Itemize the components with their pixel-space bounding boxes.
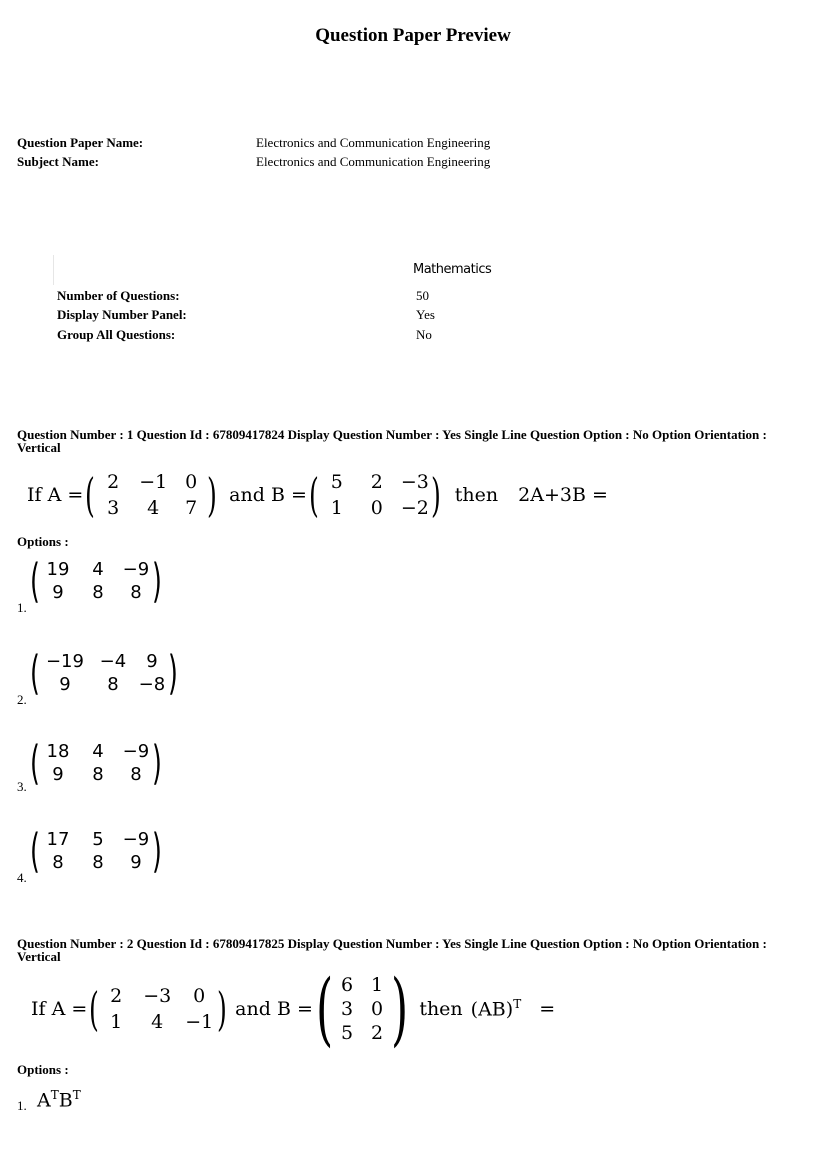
group-all-label: Group All Questions: bbox=[57, 327, 176, 342]
paper-name-value: Electronics and Communication Engineering bbox=[256, 135, 491, 150]
section-name: Mathematics bbox=[413, 262, 492, 277]
q1-then: then bbox=[454, 484, 499, 506]
page-title: Question Paper Preview bbox=[315, 25, 511, 46]
q2-option-1-expression[interactable]: $A^TB^T$ bbox=[37, 1088, 81, 1112]
q2-matrix-b: ( 6 1 3 0 5 2 ) bbox=[315, 962, 409, 1055]
q1-matrix-a: ( 2 −1 0 3 4 7 ) bbox=[85, 468, 218, 522]
q2-if-a: If A = bbox=[31, 998, 88, 1020]
q2-and-b: and B = bbox=[235, 998, 313, 1020]
num-questions-value: 50 bbox=[416, 288, 429, 303]
display-panel-label: Display Number Panel: bbox=[57, 307, 187, 322]
q1-option-3-number: 3. bbox=[17, 779, 27, 794]
q1-if-a: If A = bbox=[27, 484, 84, 506]
q2-matrix-a: ( 2 −3 0 1 4 −1 ) bbox=[89, 982, 228, 1036]
q2-expression: (AB)$^T$ bbox=[470, 997, 522, 1021]
q2-equals: = bbox=[539, 998, 556, 1020]
q1-options-label: Options : bbox=[17, 534, 69, 549]
section-divider bbox=[53, 255, 54, 285]
subject-name-value: Electronics and Communication Engineering bbox=[256, 154, 491, 169]
q1-option-3-matrix[interactable]: ( 18 4 −9 9 8 8 ) bbox=[30, 736, 162, 790]
q1-option-1-number: 1. bbox=[17, 600, 27, 615]
display-panel-value: Yes bbox=[416, 307, 435, 322]
q1-matrix-b: ( 5 2 −3 1 0 −2 ) bbox=[308, 468, 441, 522]
paper-name-label: Question Paper Name: bbox=[17, 135, 144, 150]
question-1-header: Question Number : 1 Question Id : 67809417824 Display Question Number : Yes Single Line Question Option : No Option Orientation : Vertical bbox=[17, 427, 767, 455]
q1-option-4-matrix[interactable]: ( 17 5 −9 8 8 9 ) bbox=[30, 824, 162, 878]
q1-expression: 2A+3B = bbox=[518, 484, 608, 506]
q1-and-b: and B = bbox=[229, 484, 307, 506]
q1-option-4-number: 4. bbox=[17, 870, 27, 885]
q1-option-2-number: 2. bbox=[17, 692, 27, 707]
q1-option-1-matrix[interactable]: ( 19 4 −9 9 8 8 ) bbox=[30, 554, 162, 608]
question-2-header: Question Number : 2 Question Id : 67809417825 Display Question Number : Yes Single Line Question Option : No Option Orientation : Vertical bbox=[17, 936, 767, 964]
q2-option-1-number: 1. bbox=[17, 1098, 27, 1113]
group-all-value: No bbox=[416, 327, 432, 342]
subject-name-label: Subject Name: bbox=[17, 154, 99, 169]
q2-then: then bbox=[419, 998, 463, 1020]
num-questions-label: Number of Questions: bbox=[57, 288, 180, 303]
q2-options-label: Options : bbox=[17, 1062, 69, 1077]
question-2-stem bbox=[31, 962, 556, 1055]
q1-option-2-matrix[interactable]: ( −19 −4 9 9 8 −8 ) bbox=[30, 646, 178, 700]
question-1-stem bbox=[27, 470, 608, 520]
